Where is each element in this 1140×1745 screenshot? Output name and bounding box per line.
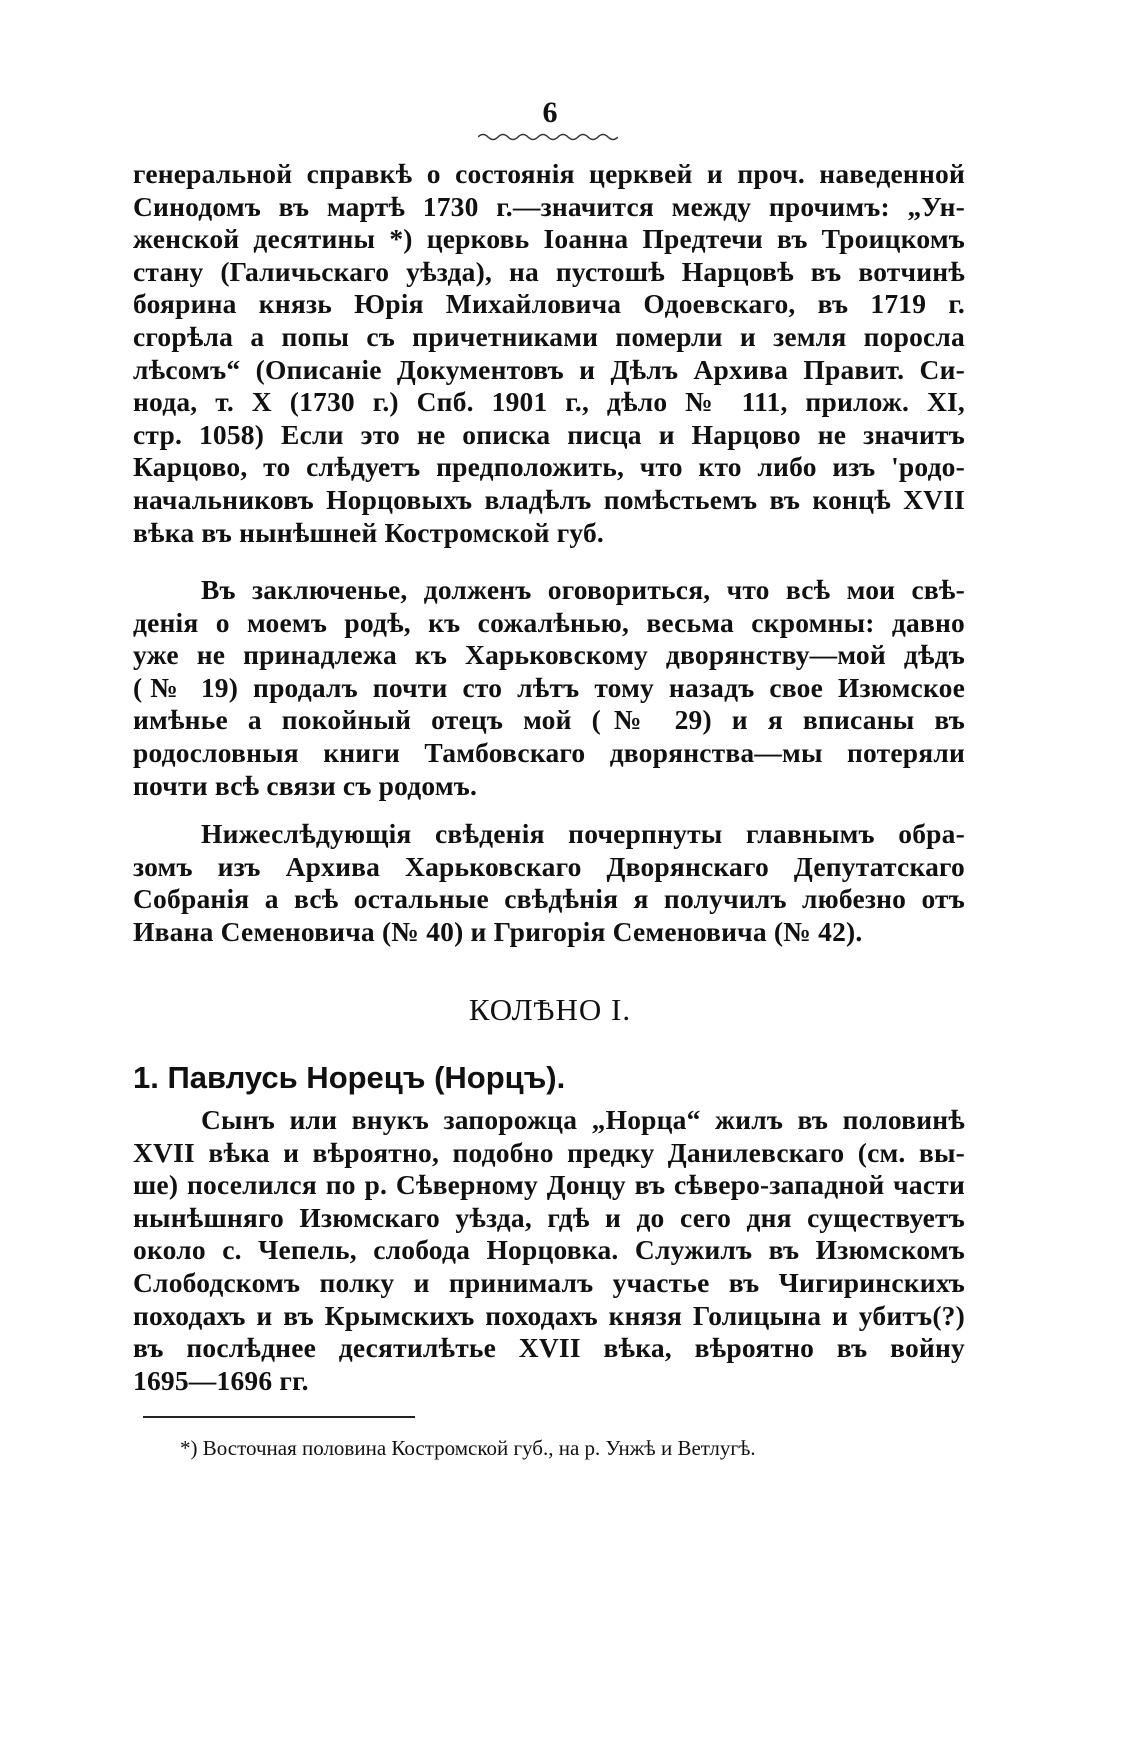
text-line: XVII вѣка и вѣроятно, подобно предку Данилевскаго (см. вы- [133,1136,965,1168]
footnote: *) Восточная половина Костромской губ., на р. Унжѣ и Ветлугѣ. [180,1436,756,1460]
text-line: вѣка въ нынѣшней Костромской губ. [133,516,605,548]
text-line: нынѣшняго Изюмскаго уѣзда, гдѣ и до сего дня существуетъ [133,1201,965,1233]
footnote-divider [143,1416,415,1418]
text-line: Нижеслѣдующія свѣденія почерпнуты главнымъ обра- [201,818,965,849]
text-line: около с. Чепель, слобода Норцовка. Служилъ въ Изюмскомъ [133,1234,965,1266]
text-line: ше) поселился по р. Сѣверному Донцу въ сѣверо-западной части [133,1169,965,1201]
text-line: денія о моемъ родѣ, къ сожалѣнью, весьма скромны: давно [133,606,965,638]
text-line: походахъ и въ Крымскихъ походахъ князя Голицына и убитъ(?) [133,1299,965,1331]
text-line: стану (Галичьскаго уѣзда), на пустошѣ Нарцовѣ въ вотчинѣ [133,255,965,287]
text-line: уже не принадлежа къ Харьковскому дворянству—мой дѣдъ [133,639,965,671]
text-line: имѣнье а покойный отецъ мой (№ 29) и я вписаны въ [133,704,965,736]
text-line: начальниковъ Норцовыхъ владѣлъ помѣстьемъ въ концѣ XVII [133,483,965,515]
page-number: 6 [542,96,558,129]
text-line: Сынъ или внукъ запорожца „Норца“ жилъ въ половинѣ [201,1104,965,1135]
text-line: Собранія а всѣ остальные свѣдѣнія я получилъ любезно отъ [133,883,965,915]
text-line: стр. 1058) Если это не описка писца и Нарцово не значитъ [133,418,965,450]
text-line: боярина князь Юрія Михайловича Одоевскаго, въ 1719 г. [133,288,965,320]
text-line: женской десятины *) церковь Іоанна Предтечи въ Троицкомъ [133,223,965,255]
section-heading: КОЛѢНО I. [468,992,632,1027]
text-line: генеральной справкѣ о состоянія церквей и проч. наведенной [133,158,965,189]
text-line: Карцово, то слѣдуетъ предположить, что кто либо изъ 'родо- [133,451,965,483]
paragraph-1 [133,158,965,549]
text-line: въ послѣднее десятилѣтье XVII вѣка, вѣроятно въ войну [133,1332,965,1364]
text-line: Слободскомъ полку и принималъ участье въ Чигиринскихъ [133,1266,965,1298]
text-line: почти всѣ связи съ родомъ. [133,769,478,801]
paragraph-3 [133,818,965,948]
text-line: нода, т. X (1730 г.) Спб. 1901 г., дѣло № 111, прилож. XI, [133,386,965,418]
text-line: Въ заключенье, долженъ оговориться, что всѣ мои свѣ- [201,574,965,605]
text-line: лѣсомъ“ (Описаніе Документовъ и Дѣлъ Архива Правит. Си- [133,353,965,385]
entry-title: 1. Павлусь Норецъ (Норцъ). [133,1060,566,1095]
text-line: Синодомъ въ мартѣ 1730 г.—значится между прочимъ: „Ун- [133,190,965,222]
text-line: (№ 19) продалъ почти сто лѣтъ тому назадъ свое Изюмское [133,671,965,703]
text-line: родословныя книги Тамбовскаго дворянства—мы потеряли [133,736,965,768]
text-line: Ивана Семеновича (№ 40) и Григорія Семеновича (№ 42). [133,915,863,947]
ornament-wavy-line [478,132,618,142]
paragraph-2 [133,574,965,802]
text-line: сгорѣла а попы съ причетниками померли и земля поросла [133,320,965,352]
text-line: 1695—1696 гг. [133,1364,309,1396]
paragraph-4 [133,1104,965,1397]
text-line: зомъ изъ Архива Харьковскаго Дворянскаго Депутатскаго [133,850,965,882]
